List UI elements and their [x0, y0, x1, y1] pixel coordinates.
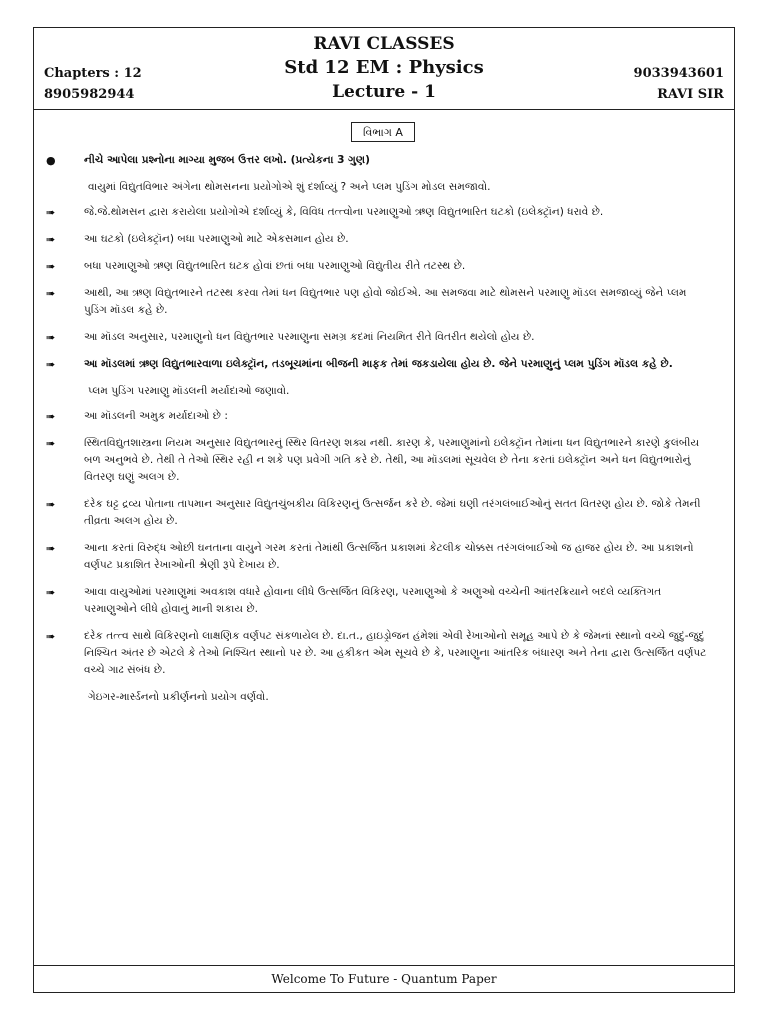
item-text: પ્લમ પુડિંગ પરમાણુ મૉડલની મર્યાદાઓ જણાવો.: [88, 385, 290, 397]
arrow-bullet-icon: ➠: [46, 498, 56, 511]
chapters-count: Chapters : 12: [44, 66, 142, 81]
answer-point: [34, 285, 734, 319]
teacher-name: RAVI SIR: [657, 87, 724, 102]
page-header: [34, 28, 734, 110]
section-label: વિભાગ A: [351, 122, 415, 142]
item-text: આના કરતાં વિરુદ્ધ ઓછી ઘનતાના વાયુને ગરમ કરતાં તેમાંથી ઉત્સર્જિત પ્રકાશમાં કેટલીક ચોક્કસ તરંગલંબાઈઓ જ હાજર હોય છે. આ પ્રકાશનો વર્ણપટ પ્રકાશિત રેખાઓની શ્રેણી રૂપે દેખાય છે.: [84, 542, 694, 571]
item-text: બધા પરમાણુઓ ઋણ વિદ્યુતભારિત ઘટક હોવાં છતાં બધા પરમાણુઓ વિદ્યુતીય રીતે તટસ્થ છે.: [84, 260, 466, 272]
arrow-bullet-icon: ➠: [46, 358, 56, 371]
answer-point: [34, 584, 734, 618]
item-text: નીચે આપેલા પ્રશ્નોના માગ્યા મુજબ ઉત્તર લખો. (પ્રત્યેકના 3 ગુણ): [84, 154, 370, 166]
answer-point: [34, 258, 734, 275]
institute-title: RAVI CLASSES: [313, 34, 455, 54]
answer-point: [34, 329, 734, 346]
item-text: જે.જે.થોમસન દ્વારા કરાયેલા પ્રયોગોએ દર્શાવ્યું કે, વિવિધ તત્ત્વોના પરમાણુઓ ઋણ વિદ્યુતભારિત ઘટકો (ઇલેક્ટ્રૉન) ધરાવે છે.: [84, 206, 604, 218]
answer-point: [34, 408, 734, 425]
answer-point: [34, 540, 734, 574]
answer-point: [34, 356, 734, 373]
question-text: [34, 179, 734, 196]
answer-point: [34, 204, 734, 221]
page-footer: Welcome To Future - Quantum Paper: [34, 965, 734, 992]
phone-right: 9033943601: [633, 66, 724, 81]
answer-point: [34, 628, 734, 679]
item-text: સ્થિતવિદ્યુતશાસ્ત્રના નિયમ અનુસાર વિદ્યુતભારનું સ્થિર વિતરણ શક્ય નથી. કારણ કે, પરમાણુમાંનો ઇલેક્ટ્રૉન તેમાંના ધન વિદ્યુતભારને કારણે કુલંબીય બળ અનુભવે છે. તેથી તે તેઓ સ્થિર રહી ન શકે પણ પ્રવેગી ગતિ કરે છે. તેથી, આ મૉડલમાં સૂચવેલ છે તેના કરતાં ઇલેક્ટ્રૉન અને ધન વિદ્યુતભારોનું વિતરણ ઘણું અલગ છે.: [84, 437, 700, 483]
item-text: આથી, આ ઋણ વિદ્યુતભારને તટસ્થ કરવા તેમાં ધન વિદ્યુતભાર પણ હોવો જોઈએ. આ સમજવા માટે થોમસને પરમાણુ મૉડલ સમજાવ્યું જેને પ્લમ પુડિંગ મૉડલ કહે છે.: [84, 287, 687, 316]
arrow-bullet-icon: ➠: [46, 260, 56, 273]
item-text: વાયુમાં વિદ્યુતવિભાર અંગેના થોમસનના પ્રયોગોએ શું દર્શાવ્યું ? અને પ્લમ પુડિંગ મોડલ સમજાવો.: [88, 181, 491, 193]
arrow-bullet-icon: ➠: [46, 233, 56, 246]
answer-point: [34, 231, 734, 248]
item-text: દરેક ઘટ્ટ દ્રવ્ય પોતાના તાપમાન અનુસાર વિદ્યુતચુંબકીય વિકિરણનું ઉત્સર્જન કરે છે. જેમાં ઘણી તરંગલંબાઈઓનું સતત વિતરણ હોય છે. જોકે તેમની તીવ્રતા અલગ હોય છે.: [84, 498, 701, 527]
answer-point: [34, 152, 734, 169]
arrow-bullet-icon: ➠: [46, 630, 56, 643]
bullet-icon: ●: [46, 154, 56, 167]
item-text: આ મૉડલ અનુસાર, પરમાણુનો ધન વિદ્યુતભાર પરમાણુના સમગ્ર કદમાં નિયમિત રીતે વિતરીત થયેલો હોય છે.: [84, 331, 535, 343]
item-text: આ ઘટકો (ઇલેક્ટ્રૉન) બધા પરમાણુઓ માટે એકસમાન હોય છે.: [84, 233, 349, 245]
answer-point: [34, 496, 734, 530]
item-text: આવા વાયુઓમાં પરમાણુમાં અવકાશ વધારે હોવાના લીધે ઉત્સર્જિત વિકિરણ, પરમાણુઓ કે અણુઓ વચ્ચેની આંતરક્રિયાને બદલે વ્યક્તિગત પરમાણુઓને લીધે હોવાનું માની શકાય છે.: [84, 586, 662, 615]
question-text: [34, 383, 734, 400]
subject-title: Std 12 EM : Physics: [284, 57, 484, 78]
arrow-bullet-icon: ➠: [46, 206, 56, 219]
arrow-bullet-icon: ➠: [46, 331, 56, 344]
arrow-bullet-icon: ➠: [46, 437, 56, 450]
phone-left: 8905982944: [44, 87, 135, 102]
item-text: દરેક તત્ત્વ સાથે વિકિરણનો લાક્ષણિક વર્ણપટ સંકળાયેલ છે. દા.ત., હાઇડ્રોજન હંમેશાં એવી રેખાઓનો સમૂહ આપે છે કે જેમનાં સ્થાનો વચ્ચે જુદું-જુદું નિશ્ચિત અંતર છે એટલે કે તેઓ નિશ્ચિત સ્થાનો પર છે. આ હકીકત એમ સૂચવે છે કે, પરમાણુના આંતરિક બંધારણ અને તેના દ્વારા ઉત્સર્જિત વર્ણપટ વચ્ચે ગાઢ સંબંધ છે.: [84, 630, 707, 676]
question-text: [34, 689, 734, 706]
arrow-bullet-icon: ➠: [46, 542, 56, 555]
item-text: ગેઇગર-માર્સ્ડનનો પ્રકીર્ણનનો પ્રયોગ વર્ણવો.: [88, 691, 269, 703]
page-frame: [33, 27, 735, 993]
item-text: આ મૉડલની અમુક મર્યાદાઓ છે :: [84, 410, 228, 422]
lecture-number: Lecture - 1: [332, 82, 436, 102]
arrow-bullet-icon: ➠: [46, 287, 56, 300]
question-content: [34, 152, 734, 714]
answer-point: [34, 435, 734, 486]
item-text: આ મૉડલમાં ઋણ વિદ્યુતભારવાળા ઇલેક્ટ્રૉન, તડબૂચમાંના બીજની માફક તેમાં જકડાયેલા હોય છે. જેને પરમાણુનું પ્લમ પુડિંગ મૉડલ કહે છે.: [84, 358, 673, 370]
arrow-bullet-icon: ➠: [46, 410, 56, 423]
arrow-bullet-icon: ➠: [46, 586, 56, 599]
